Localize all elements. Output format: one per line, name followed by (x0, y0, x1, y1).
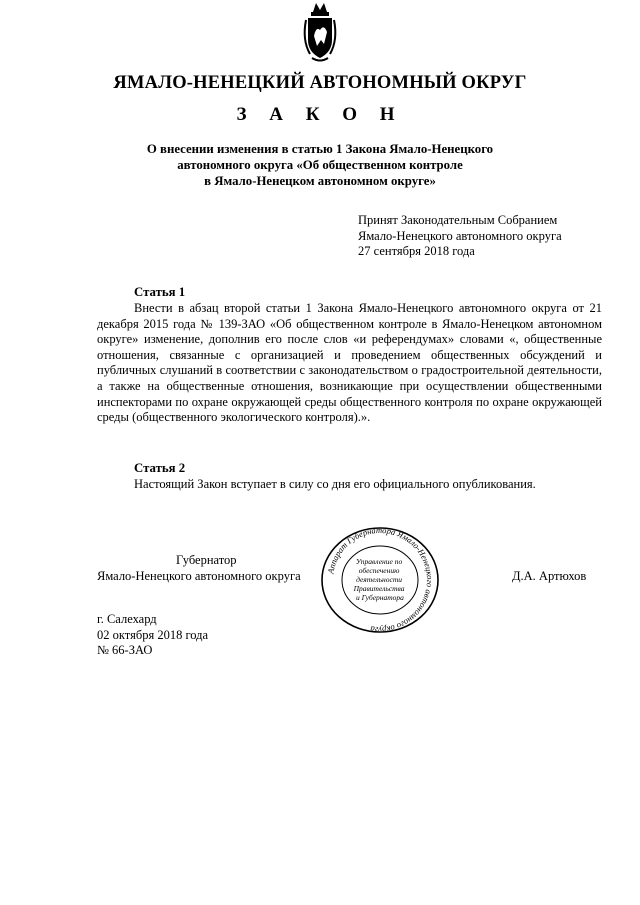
article-1-title: Статья 1 (134, 285, 186, 299)
adoption-note (358, 213, 618, 260)
article-2-title: Статья 2 (134, 461, 186, 475)
subject-line: в Ямало-Ненецком автономном округе» (204, 174, 436, 188)
law-subject (120, 141, 520, 189)
law-number: № 66-ЗАО (97, 643, 153, 658)
city: г. Салехард (97, 612, 157, 626)
signatory-name: Д.А. Артюхов (512, 569, 587, 583)
adoption-line: Ямало-Ненецкого автономного округа (358, 228, 562, 243)
subject-line: О внесении изменения в статью 1 Закона Ямало-Ненецкого (146, 142, 494, 156)
adoption-line: Принят Законодательным Собранием (358, 213, 558, 227)
subject-line: автономного округа «Об общественном контроле (177, 158, 463, 172)
signatory-title: Губернатор (176, 553, 237, 567)
place-date-number (97, 612, 208, 659)
official-seal-stamp (316, 524, 444, 636)
adoption-date: 27 сентября 2018 года (358, 244, 475, 258)
signatory-region: Ямало-Ненецкого автономного округа (97, 569, 301, 583)
svg-text:Управление по обеспечению: Управление по обеспечению деятельности Правительства и Губернатора (353, 557, 405, 602)
region-title: ЯМАЛО-НЕНЕЦКИЙ АВТОНОМНЫЙ ОКРУГ (113, 73, 527, 93)
coat-of-arms-emblem (300, 0, 340, 64)
svg-text:Аппарат Губернатора Ямало-Нене: Аппарат Губернатора Ямало-Ненецкого автономного округа (325, 524, 436, 636)
article-1-text: Внести в абзац второй статьи 1 Закона Ямало-Ненецкого автономного округа от 21 декабря 2015 года № 139-ЗАО «Об общественном контроле в Ямало-Ненецком автономном округе» изменение, дополнив его после слов «и референдумах» словами «, общественные отношения, связанные с организацией и проведением общественных обсуждений и публичных слушаний в соответствии с законодательством о градостроительной деятельности, а также на общественные отношения, возникающие при осуществлении общественными инспекторами по охране окружающей среды общественного контроля по охране окружающей среды (общественного экологического контроля).». (97, 301, 602, 425)
article-2-text: Настоящий Закон вступает в силу со дня его официального опубликования. (134, 477, 536, 491)
document-type: З А К О Н (236, 104, 404, 125)
signing-date: 02 октября 2018 года (97, 627, 209, 642)
